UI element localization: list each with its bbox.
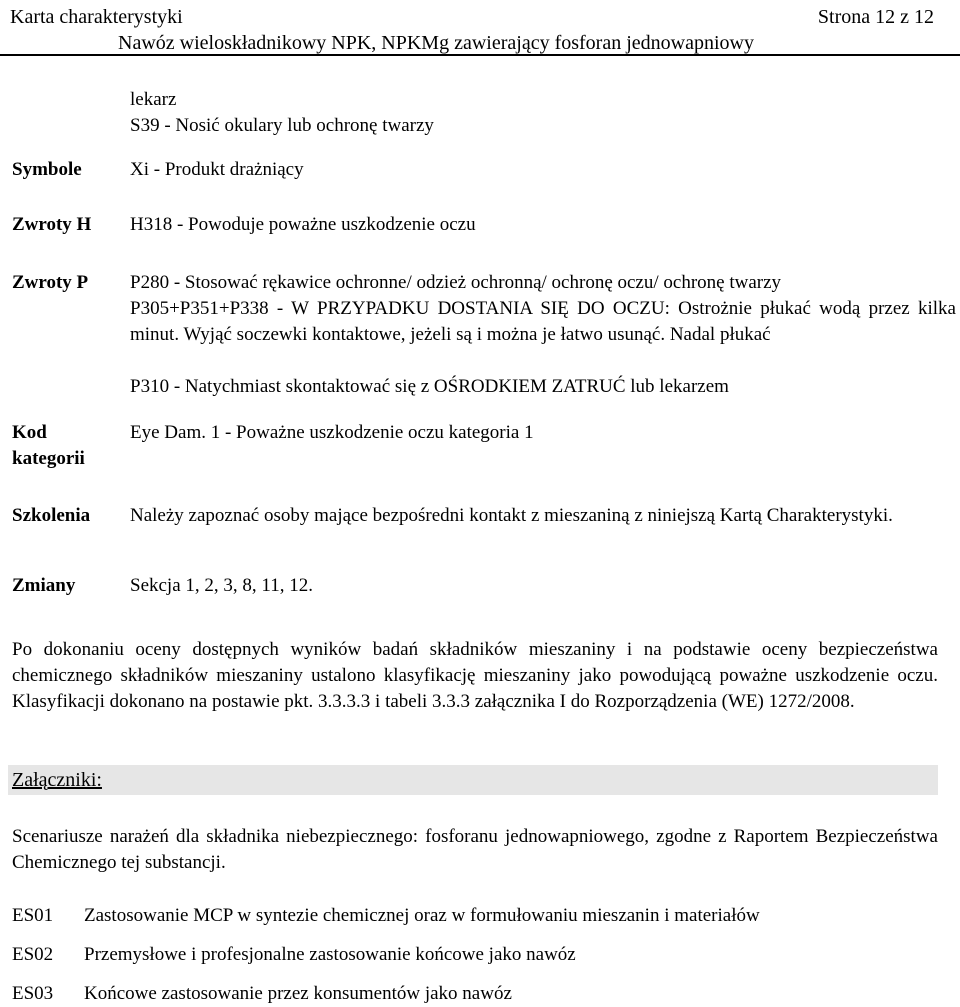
attachments-intro: Scenariusze narażeń dla składnika niebezpiecznego: fosforanu jednowapniowego, zgodne z Raportem Bezpieczeństwa Chemicznego tej substancji. [12,826,938,873]
attachment-code: ES02 [12,944,54,965]
symbole-label: Symbole [12,159,82,180]
attachment-text: Przemysłowe i profesjonalne zastosowanie końcowe jako nawóz [84,944,576,965]
document-title: Karta charakterystyki [10,6,183,28]
szkolenia-value: Należy zapoznać osoby mające bezpośredni kontakt z mieszaniną z niniejszą Kartą Charakterystyki. [130,505,893,526]
attachments-heading-bar [8,765,938,795]
kod-value: Eye Dam. 1 - Poważne uszkodzenie oczu kategoria 1 [130,422,534,443]
page-number: Strona 12 z 12 [817,6,934,28]
zwroty-h-value: H318 - Powoduje poważne uszkodzenie oczu [130,214,476,235]
attachment-text: Końcowe zastosowanie przez konsumentów jako nawóz [84,983,512,1004]
continued-line-1: lekarz [130,89,177,110]
zwroty-p-p310: P310 - Natychmiast skontaktować się z OŚRODKIEM ZATRUĆ lub lekarzem [130,376,729,397]
header-divider [0,54,960,56]
attachment-code: ES03 [12,983,54,1004]
zwroty-p-label: Zwroty P [12,272,89,293]
assessment-paragraph: Po dokonaniu oceny dostępnych wyników badań składników mieszaniny i na podstawie oceny bezpieczeństwa chemicznego składników mieszaniny ustalono klasyfikację mieszaniny jako powodującą poważne uszkodzenie oczu. Klasyfikacji dokonano na postawie pkt. 3.3.3.3 i tabeli 3.3.3 załącznika I do Rozporządzenia (WE) 1272/2008. [12,639,938,712]
zmiany-label: Zmiany [12,575,76,596]
attachment-code: ES01 [12,905,54,926]
symbole-value: Xi - Produkt drażniący [130,159,304,180]
zwroty-p-p305: P305+P351+P338 - W PRZYPADKU DOSTANIA SIĘ DO OCZU: Ostrożnie płukać wodą przez kilka minut. Wyjąć soczewki kontaktowe, jeżeli są i można je łatwo usunąć. Nadal płukać [130,298,956,345]
kod-label-line2: kategorii [12,448,85,469]
zmiany-value: Sekcja 1, 2, 3, 8, 11, 12. [130,575,313,596]
attachments-title: Załączniki: [12,769,102,791]
attachment-text: Zastosowanie MCP w syntezie chemicznej oraz w formułowaniu mieszanin i materiałów [84,905,760,926]
kod-label-line1: Kod [12,422,47,443]
document-subtitle: Nawóz wieloskładnikowy NPK, NPKMg zawierający fosforan jednowapniowy [118,32,754,54]
szkolenia-label: Szkolenia [12,505,91,526]
continued-line-2: S39 - Nosić okulary lub ochronę twarzy [130,115,434,136]
zwroty-p-p280: P280 - Stosować rękawice ochronne/ odzież ochronną/ ochronę oczu/ ochronę twarzy [130,272,782,293]
zwroty-h-label: Zwroty H [12,214,92,235]
